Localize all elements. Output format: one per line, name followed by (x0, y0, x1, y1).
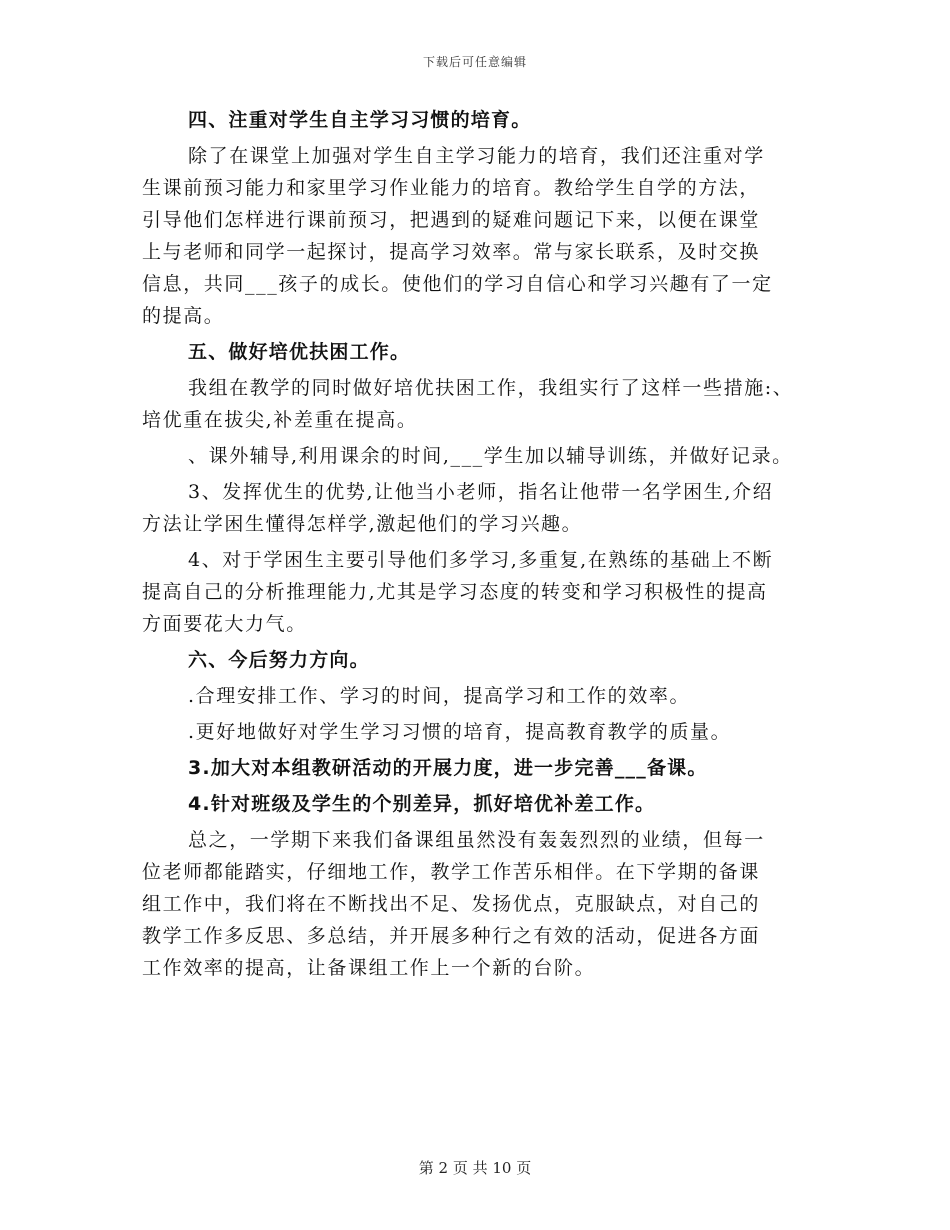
paragraph-line: 除了在课堂上加强对学生自主学习能力的培育，我们还注重对学 (188, 145, 765, 167)
paragraph-line: 教学工作多反思、多总结，并开展多种行之有效的活动，促进各方面 (142, 925, 761, 947)
section-heading-6: 六、今后努力方向。 (188, 649, 370, 671)
paragraph-line: 组工作中，我们将在不断找出不足、发扬优点，克服缺点，对自己的 (142, 893, 761, 915)
paragraph-line: 上与老师和同学一起探讨，提高学习效率。常与家长联系，及时交换 (142, 241, 761, 263)
paragraph-line: 工作效率的提高，让备课组工作上一个新的台阶。 (142, 957, 596, 979)
page-number: 第 2 页 共 10 页 (418, 1159, 532, 1177)
list-item-bold: 3.加大对本组教研活动的开展力度，进一步完善___备课。 (188, 757, 708, 779)
paragraph-line: 我组在教学的同时做好培优扶困工作，我组实行了这样一些措施:、 (188, 377, 794, 399)
paragraph-line: 生课前预习能力和家里学习作业能力的培育。教给学生自学的方法， (142, 177, 761, 199)
paragraph-line: 培优重在拔尖,补差重在提高。 (142, 409, 418, 431)
list-item: .合理安排工作、学习的时间，提高学习和工作的效率。 (188, 685, 691, 707)
paragraph-line: 的提高。 (142, 305, 225, 327)
paragraph-line: 提高自己的分析推理能力,尤其是学习态度的转变和学习积极性的提高 (142, 581, 768, 603)
list-item: 3、发挥优生的优势,让他当小老师，指名让他带一名学困生,介绍 (188, 481, 774, 503)
list-item: 4、对于学困生主要引导他们多学习,多重复,在熟练的基础上不断 (188, 549, 774, 571)
section-heading-4: 四、注重对学生自主学习习惯的培育。 (188, 109, 532, 131)
paragraph-line: 位老师都能踏实，仔细地工作，教学工作苦乐相伴。在下学期的备课 (142, 861, 761, 883)
paragraph-line: 方法让学困生懂得怎样学,激起他们的学习兴趣。 (142, 513, 583, 535)
document-body (142, 104, 822, 984)
list-item-bold: 4.针对班级及学生的个别差异，抓好培优补差工作。 (188, 793, 656, 815)
list-item: 、课外辅导,利用课余的时间,___学生加以辅导训练，并做好记录。 (188, 445, 793, 467)
paragraph-line: 引导他们怎样进行课前预习，把遇到的疑难问题记下来，以便在课堂 (142, 209, 761, 231)
paragraph-line: 信息，共同___孩子的成长。使他们的学习自信心和学习兴趣有了一定 (142, 273, 773, 295)
paragraph-line: 方面要花大力气。 (142, 613, 307, 635)
paragraph-line: 总之，一学期下来我们备课组虽然没有轰轰烈烈的业绩，但每一 (188, 829, 765, 851)
list-item: .更好地做好对学生学习习惯的培育，提高教育教学的质量。 (188, 721, 732, 743)
section-heading-5: 五、做好培优扶困工作。 (188, 341, 411, 363)
page-header: 下载后可任意编辑 (422, 55, 527, 69)
